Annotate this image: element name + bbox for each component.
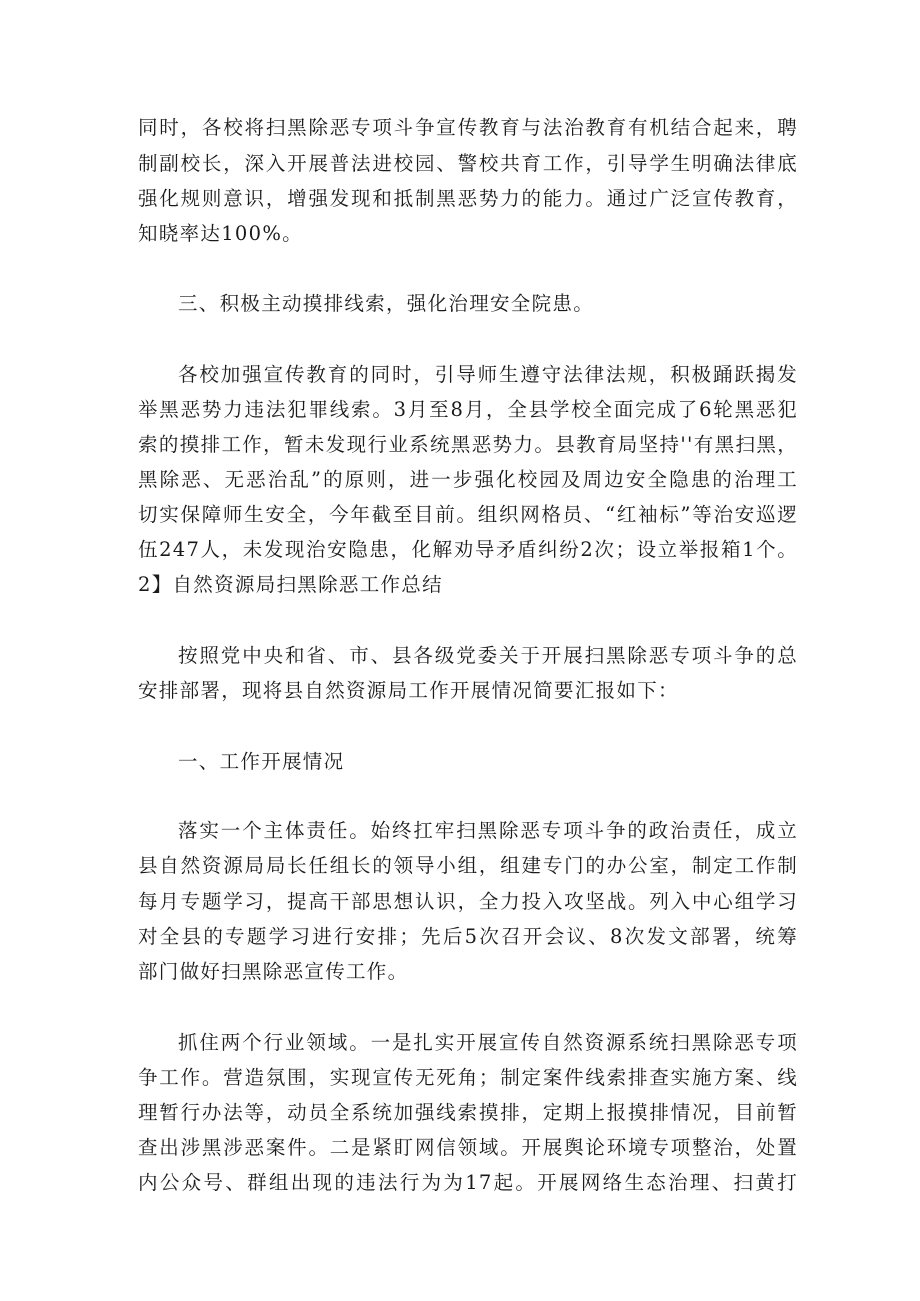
text-line: 黑除恶、无恶治乱”的原则，进一步强化校园及周边安全隐患的治理工 xyxy=(138,468,798,491)
text-line: 举黑恶势力违法犯罪线索。3月至8月，全县学校全面完成了6轮黑恶犯 xyxy=(138,398,798,421)
text-line: 抓住两个行业领域。一是扎实开展宣传自然资源系统扫黑除恶专项 xyxy=(178,1031,798,1054)
text-line: 知晓率达100%。 xyxy=(138,222,303,245)
text-line: 同时，各校将扫黑除恶专项斗争宣传教育与法治教育有机结合起来，聘 xyxy=(138,116,798,139)
section-heading: 一、工作开展情况 xyxy=(178,750,345,773)
text-line: 伍247人，未发现治安隐患，化解劝导矛盾纠纷2次；设立举报箱1个。 xyxy=(138,538,798,561)
text-line: 落实一个主体责任。始终扛牢扫黑除恶专项斗争的政治责任，成立 xyxy=(178,819,798,842)
text-line: 争工作。营造氛围，实现宣传无死角；制定案件线索排查实施方案、线 xyxy=(138,1066,798,1089)
text-line: 强化规则意识，增强发现和抵制黑恶势力的能力。通过广泛宣传教育， xyxy=(138,187,798,210)
text-line: 每月专题学习，提高干部思想认识，全力投入攻坚战。列入中心组学习 xyxy=(138,890,798,913)
text-line: 县自然资源局局长任组长的领导小组，组建专门的办公室，制定工作制 xyxy=(138,854,798,877)
text-line: 制副校长，深入开展普法进校园、警校共育工作，引导学生明确法律底 xyxy=(138,152,798,175)
text-line: 切实保障师生安全，今年截至目前。组织网格员、“红袖标”等治安巡逻 xyxy=(138,503,798,526)
text-line: 部门做好扫黑除恶宣传工作。 xyxy=(138,960,409,983)
text-line: 按照党中央和省、市、县各级党委关于开展扫黑除恶专项斗争的总 xyxy=(178,644,798,667)
text-line: 各校加强宣传教育的同时，引导师生遵守法律法规，积极踊跃揭发 xyxy=(178,363,798,386)
text-line: 对全县的专题学习进行安排；先后5次召开会议、8次发文部署，统筹 xyxy=(138,925,798,948)
section-heading: 三、积极主动摸排线索，强化治理安全院患。 xyxy=(178,292,595,315)
text-line: 内公众号、群组出现的违法行为为17起。开展网络生态治理、扫黄打 xyxy=(138,1171,798,1194)
text-line: 查出涉黑涉恶案件。二是紧盯网信领域。开展舆论环境专项整治，处置 xyxy=(138,1136,798,1159)
text-line: 索的摸排工作，暂未发现行业系统黑恶势力。县教育局坚持''有黑扫黑， xyxy=(138,433,798,456)
text-line: 安排部署，现将县自然资源局工作开展情况简要汇报如下： xyxy=(138,679,679,702)
text-line: 2】自然资源局扫黑除恶工作总结 xyxy=(138,573,443,596)
text-line: 理暂行办法等，动员全系统加强线索摸排，定期上报摸排情况，目前暂 xyxy=(138,1101,798,1124)
